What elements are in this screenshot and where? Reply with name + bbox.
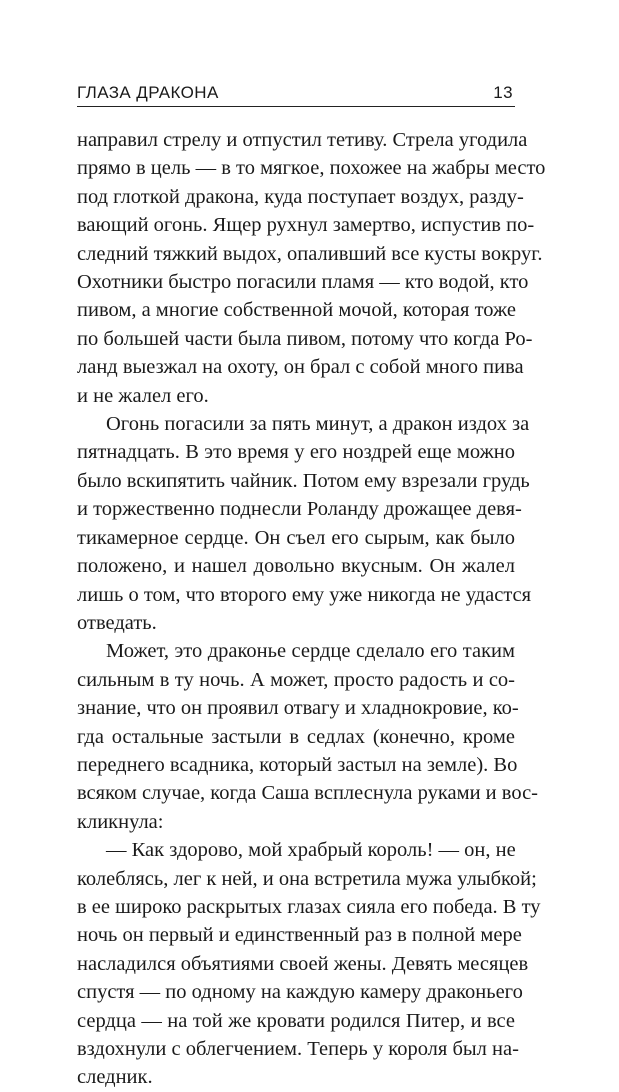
text-line: колеблясь, лег к ней, и она встретила мужа улыбкой; [77, 867, 537, 890]
text-line: вающий огонь. Ящер рухнул замертво, испустив по- [77, 214, 535, 237]
text-line: всяком случае, когда Саша всплеснула руками и вос- [77, 782, 538, 805]
text-line: и торжественно поднесли Роланду дрожащее девя- [77, 498, 522, 521]
page-number: 13 [493, 83, 513, 102]
body-text [77, 126, 546, 1092]
paragraph [77, 836, 541, 1092]
text-line: ланд выезжал на охоту, он брал с собой много пива [77, 356, 524, 379]
text-line: пятнадцать. В это время у его ноздрей еще можно [77, 441, 515, 464]
text-line: сильным в ту ночь. А может, просто радость и со- [77, 668, 515, 691]
text-line: следник. [77, 1066, 153, 1089]
text-line: под глоткой дракона, куда поступает воздух, разду- [77, 185, 524, 208]
text-line: Огонь погасили за пять минут, а дракон издох за [106, 413, 530, 436]
text-line: Может, это драконье сердце сделало его таким [106, 640, 515, 663]
text-line: следний тяжкий выдох, опаливший все кусты вокруг. [77, 242, 543, 265]
text-line: Охотники быстро погасили пламя — кто водой, кто [77, 271, 529, 294]
text-line: лишь о том, что второго ему уже никогда не удастся [77, 583, 532, 606]
text-line: сердца — на той же кровати родился Питер, и все [77, 1009, 515, 1032]
text-line: переднего всадника, который застыл на земле). Во [77, 753, 518, 776]
text-line: вздохнули с облегчением. Теперь у короля был на- [77, 1038, 519, 1060]
text-line: ночь он первый и единственный раз в полной мере [77, 924, 522, 947]
running-header [77, 82, 515, 104]
text-line: тикамерное сердце. Он съел его сырым, как было [77, 526, 515, 549]
paragraph [77, 410, 532, 637]
paragraph [77, 637, 538, 836]
text-line: положено, и нашел довольно вкусным. Он жалел [77, 555, 515, 578]
text-line: знание, что он проявил отвагу и хладнокровие, ко- [77, 697, 519, 720]
text-line: было вскипятить чайник. Потом ему взрезали грудь [77, 469, 530, 492]
text-line: насладился объятиями своей жены. Девять месяцев [77, 952, 529, 975]
text-line: в ее широко раскрытых глазах сияла его победа. В ту [77, 895, 541, 918]
paragraph [77, 126, 546, 410]
book-title: ГЛАЗА ДРАКОНА [77, 83, 219, 102]
text-line: направил стрелу и отпустил тетиву. Стрела угодила [77, 129, 528, 151]
text-line: по большей части была пивом, потому что когда Ро- [77, 327, 533, 350]
text-line: кликнула: [77, 810, 164, 833]
text-line: пивом, а многие собственной мочой, которая тоже [77, 299, 516, 322]
text-line: спустя — по одному на каждую камеру драконьего [77, 981, 523, 1004]
text-line: и не жалел его. [77, 384, 209, 407]
text-line: прямо в цель — в то мягкое, похожее на жабры место [77, 157, 546, 180]
text-line: гда остальные застыли в седлах (конечно, кроме [77, 725, 515, 748]
text-line: — Как здорово, мой храбрый король! — он, не [106, 839, 516, 862]
header-rule [77, 106, 515, 107]
text-line: отведать. [77, 611, 157, 634]
